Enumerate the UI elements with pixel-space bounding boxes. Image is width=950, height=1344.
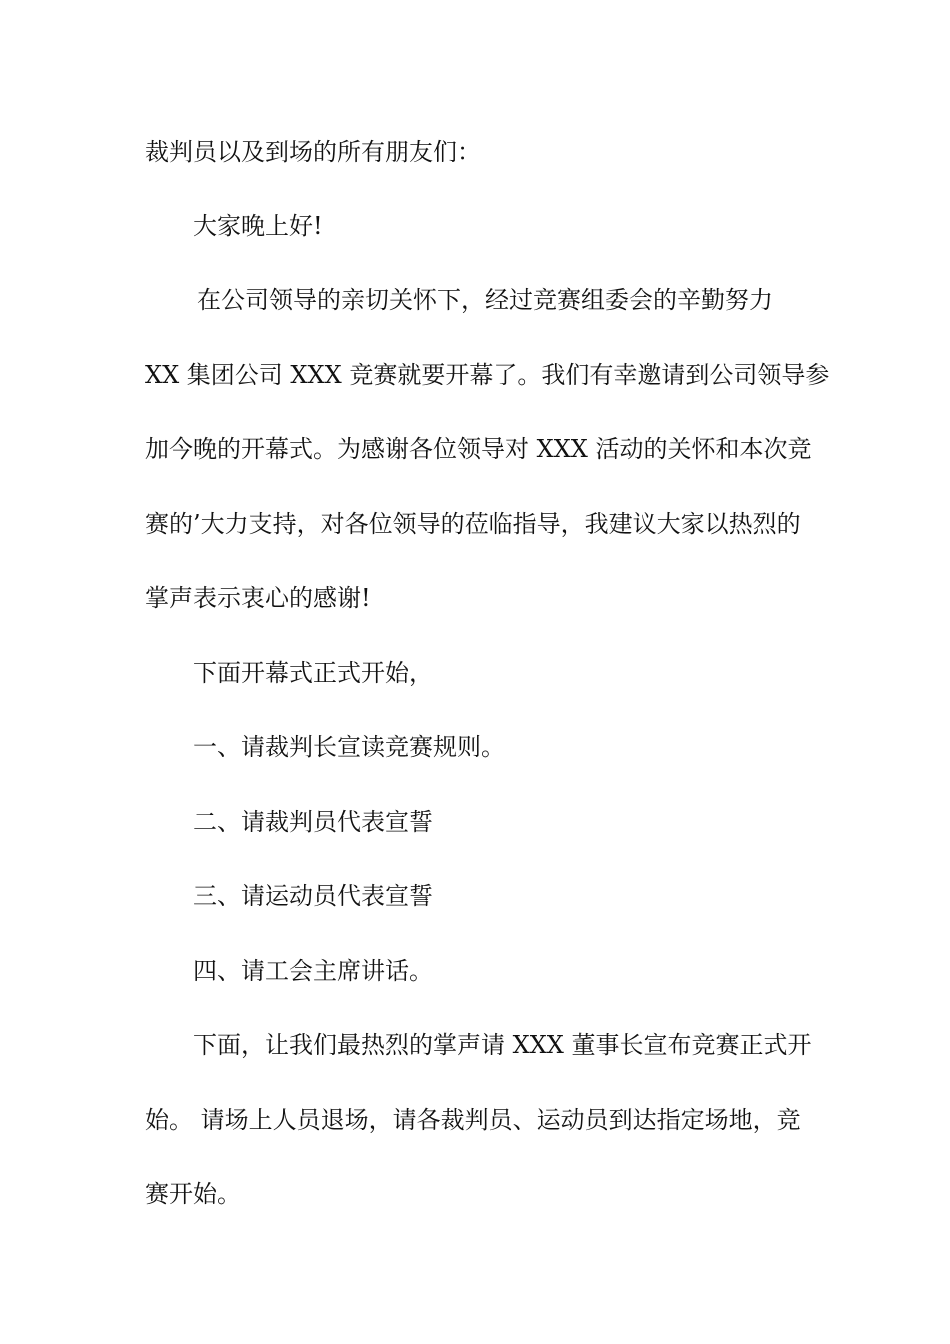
list-item: 二、请裁判员代表宣誓 <box>193 808 433 836</box>
paragraph-line: 掌声表示衷心的感谢! <box>145 584 371 612</box>
paragraph-line: 在公司领导的亲切关怀下，经过竞赛组委会的辛勤努力 <box>197 286 773 314</box>
paragraph-line: 赛的’大力支持，对各位领导的莅临指导，我建议大家以热烈的 <box>145 510 801 538</box>
list-item: 三、请运动员代表宣誓 <box>193 882 433 910</box>
paragraph-line: 下面，让我们最热烈的掌声请 XXX 董事长宣布竞赛正式开 <box>193 1031 812 1059</box>
paragraph-line: 下面开幕式正式开始， <box>193 659 433 687</box>
paragraph-line: XX 集团公司 XXX 竞赛就要开幕了。我们有幸邀请到公司领导参 <box>145 361 830 389</box>
list-item: 四、请工会主席讲话。 <box>193 957 433 985</box>
salutation-line: 大家晚上好! <box>193 212 323 240</box>
list-item: 一、请裁判长宣读竞赛规则。 <box>193 733 505 761</box>
greeting-line: 裁判员以及到场的所有朋友们： <box>145 138 481 166</box>
paragraph-line: 赛开始。 <box>145 1180 241 1208</box>
paragraph-line: 加今晚的开幕式。为感谢各位领导对 XXX 活动的关怀和本次竞 <box>145 435 812 463</box>
paragraph-line: 始。 请场上人员退场，请各裁判员、运动员到达指定场地，竞 <box>145 1106 801 1134</box>
